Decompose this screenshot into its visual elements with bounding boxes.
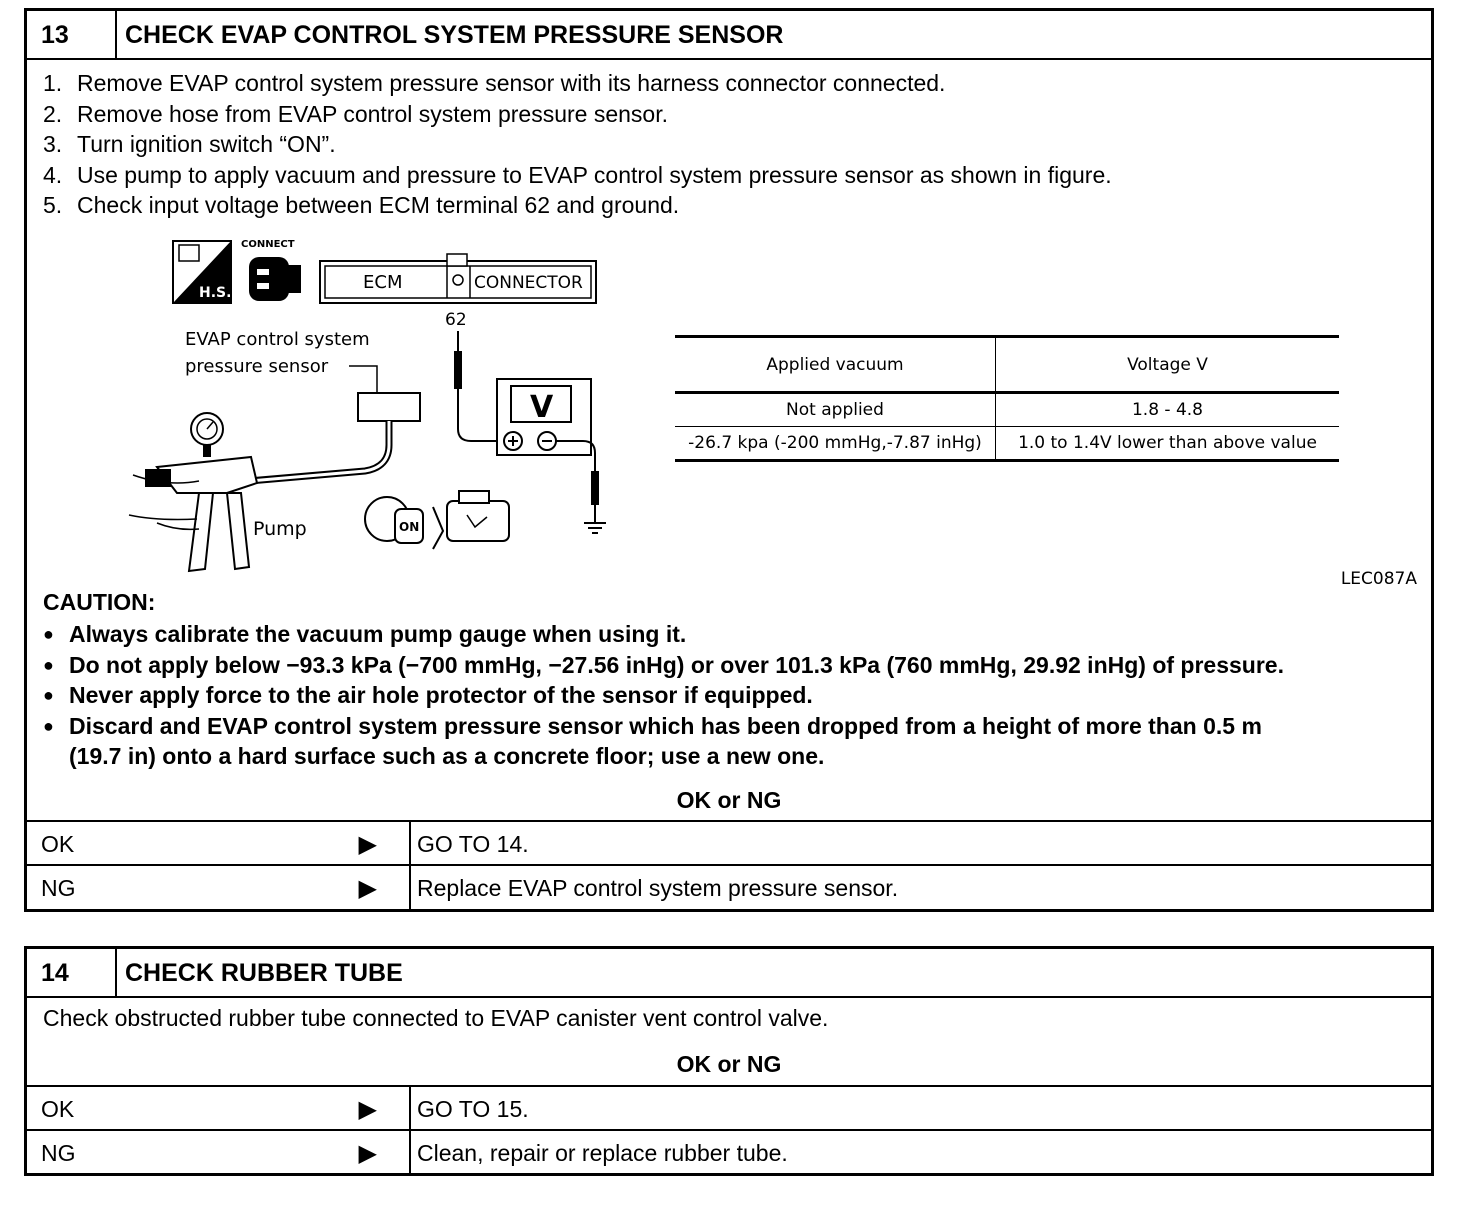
- column-header: Applied vacuum: [675, 337, 996, 393]
- table-cell: -26.7 kpa (-200 mmHg,-7.87 inHg): [675, 427, 996, 461]
- table-cell: 1.0 to 1.4V lower than above value: [1018, 433, 1317, 453]
- pump-label: Pump: [253, 518, 307, 540]
- caution-list: [43, 619, 1423, 772]
- figure-code: LEC087A: [1340, 569, 1417, 589]
- terminal-number: 62: [445, 310, 467, 330]
- result-row-ng: [27, 864, 1431, 909]
- ground-icon: [584, 523, 606, 533]
- step-13-block: [24, 8, 1434, 912]
- procedure-step: 1. Remove EVAP control system pressure sensor with its harness connector connected.: [43, 70, 946, 96]
- table-cell: 1.8 - 4.8: [1131, 400, 1203, 420]
- result-key: OK: [41, 1096, 75, 1122]
- ok-ng-label: OK or NG: [676, 1051, 782, 1077]
- caution-item: ● Do not apply below −93.3 kPa (−700 mmHg, −27.56 inHg) or over 101.3 kPa (760 mmHg, 29.92 inHg) of pressure.: [43, 650, 1423, 681]
- caution-item: ● Discard and EVAP control system pressure sensor which has been dropped from a height of more than 0.5 m (19.7 in) onto a hard surface such as a concrete floor; use a new one.: [43, 712, 1262, 770]
- caution-item: ● Never apply force to the air hole protector of the sensor if equipped.: [43, 680, 1423, 711]
- arrow-right-icon: ▶: [358, 1140, 377, 1167]
- result-row-ok: [27, 1085, 1431, 1129]
- table-cell: Not applied: [675, 393, 996, 427]
- caution-section: [43, 589, 1423, 772]
- ecm-label: ECM: [363, 272, 403, 293]
- result-action: Replace EVAP control system pressure sensor.: [417, 875, 899, 901]
- table-row: [675, 393, 1339, 427]
- bullet-icon: ●: [43, 685, 54, 706]
- caution-item: ● Always calibrate the vacuum pump gauge when using it.: [43, 619, 1423, 650]
- step-number: 14: [27, 949, 117, 996]
- caution-title: CAUTION:: [43, 589, 156, 615]
- result-key: NG: [41, 1140, 76, 1166]
- arrow-right-icon: ▶: [358, 1096, 377, 1123]
- result-action: GO TO 14.: [417, 831, 529, 857]
- result-row-ng: [27, 1129, 1431, 1173]
- sensor-label: EVAP control system: [185, 329, 370, 350]
- voltage-spec-table: [675, 335, 1339, 462]
- arrow-right-icon: ▶: [358, 875, 377, 902]
- engine-icon: [433, 491, 509, 549]
- table-header-row: [675, 337, 1339, 393]
- bullet-icon: ●: [43, 654, 54, 675]
- bullet-icon: ●: [43, 624, 54, 644]
- ignition-key-icon: [365, 497, 423, 543]
- connect-icon: [241, 239, 301, 301]
- step-14-block: [24, 946, 1434, 1176]
- sensor-label: pressure sensor: [185, 356, 329, 377]
- ecm-connector: [320, 254, 596, 303]
- result-key: NG: [41, 875, 76, 901]
- ok-ng-label: OK or NG: [676, 787, 782, 813]
- voltmeter: [497, 379, 591, 455]
- table-row: [675, 427, 1339, 461]
- step-14-header: [27, 949, 1431, 998]
- test-figure: [27, 231, 1431, 591]
- meter-label: V: [530, 390, 554, 425]
- test-diagram: [27, 231, 667, 591]
- hs-icon: [173, 241, 231, 303]
- procedure-step: 4. Use pump to apply vacuum and pressure to EVAP control system pressure sensor as shown in figure.: [43, 161, 1112, 188]
- step-title: CHECK RUBBER TUBE: [125, 959, 403, 987]
- step-instruction: Check obstructed rubber tube connected to EVAP canister vent control valve.: [43, 1005, 829, 1031]
- step-13-header: [27, 11, 1431, 60]
- hs-label: H.S.: [199, 285, 232, 301]
- step-number: 13: [27, 11, 117, 58]
- procedure-step: 3. Turn ignition switch “ON”.: [43, 131, 336, 158]
- connector-label: CONNECTOR: [474, 273, 583, 293]
- procedure-steps: [27, 60, 1431, 221]
- vacuum-pump: [129, 413, 257, 571]
- result-row-ok: [27, 820, 1431, 864]
- pressure-sensor: [358, 393, 420, 421]
- result-action: Clean, repair or replace rubber tube.: [417, 1140, 788, 1166]
- procedure-step: 2. Remove hose from EVAP control system pressure sensor.: [43, 100, 669, 127]
- bullet-icon: ●: [43, 715, 54, 736]
- step-title: CHECK EVAP CONTROL SYSTEM PRESSURE SENSOR: [125, 21, 784, 49]
- arrow-right-icon: ▶: [358, 831, 377, 858]
- column-header: Voltage V: [1127, 354, 1208, 375]
- result-action: GO TO 15.: [417, 1096, 529, 1122]
- connect-label: CONNECT: [241, 239, 295, 250]
- result-key: OK: [41, 831, 75, 857]
- procedure-step: 5. Check input voltage between ECM terminal 62 and ground.: [43, 192, 680, 219]
- key-label: ON: [399, 520, 420, 534]
